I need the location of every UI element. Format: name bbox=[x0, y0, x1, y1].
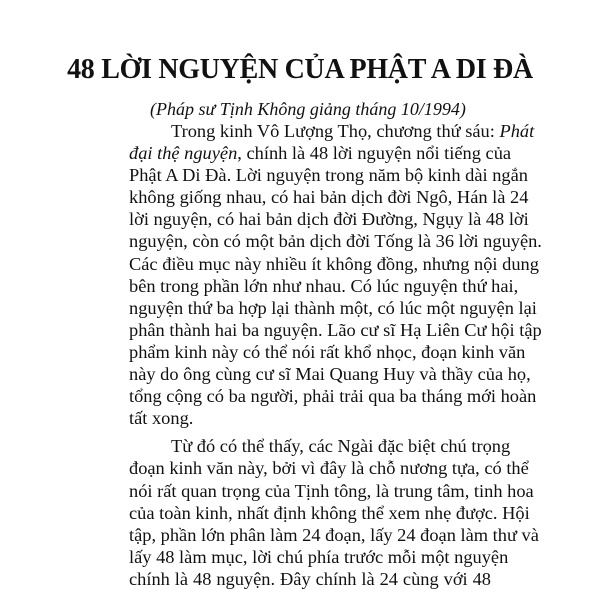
emphasis-text: đại thệ nguyện bbox=[129, 143, 238, 164]
paragraph-1-line: phân thành hai ba nguyện. Lão cư sĩ Hạ Liên Cư hội tập bbox=[129, 319, 542, 340]
paragraph-1-line: bên trong phần lớn như nhau. Có lúc nguyện thứ hai, bbox=[129, 275, 519, 296]
document-title: 48 LỜI NGUYỆN CỦA PHẬT A DI ĐÀ bbox=[67, 54, 533, 85]
paragraph-2-line: nói rất quan trọng của Tịnh tông, là trung tâm, tinh hoa bbox=[129, 480, 534, 501]
emphasis-text: Phát bbox=[499, 121, 535, 141]
paragraph-1-line-1 bbox=[129, 120, 535, 142]
paragraph-2-line: Từ đó có thể thấy, các Ngài đặc biệt chú trọng bbox=[171, 436, 511, 457]
paragraph-1-line: phẩm kinh này có thể nói rất khổ nhọc, đoạn kinh văn bbox=[129, 341, 526, 362]
paragraph-1-line: nguyện, còn có một bản dịch đời Tống là 36 lời nguyện. bbox=[129, 231, 542, 252]
paragraph-1-line: tổng cộng có ba người, phải trải qua ba tháng mới hoàn bbox=[129, 386, 537, 407]
paragraph-2-line: tập, phần lớn phân làm 24 đoạn, lấy 24 đoạn làm thư và bbox=[129, 524, 539, 545]
paragraph-1-line: lời nguyện, có hai bản dịch đời Đường, Ngụy là 48 lời bbox=[129, 209, 529, 230]
document-subtitle: (Pháp sư Tịnh Không giảng tháng 10/1994) bbox=[150, 99, 466, 119]
paragraph-2-line: của toàn kinh, nhất định không thể xem nhẹ được. Hội bbox=[129, 502, 530, 523]
paragraph-1-line: Các điều mục này nhiều ít không đồng, nhưng nội dung bbox=[129, 253, 539, 274]
paragraph-1-line: tất xong. bbox=[129, 408, 194, 429]
paragraph-2-line: đoạn kinh văn này, bởi vì đây là chỗ nương tựa, có thể bbox=[129, 458, 529, 479]
paragraph-2-line: lấy 48 làm mục, lời chú phía trước mỗi một nguyện bbox=[129, 546, 509, 567]
paragraph-1-line: này do ông cùng cư sĩ Mai Quang Huy và thầy của họ, bbox=[129, 364, 531, 385]
paragraph-2-line: chính là 48 nguyện. Đây chính là 24 cùng với 48 bbox=[129, 568, 491, 589]
text-run: Trong kinh Vô Lượng Thọ, chương thứ sáu: bbox=[171, 121, 500, 141]
paragraph-1-line: Phật A Di Đà. Lời nguyện trong năm bộ kinh dài ngắn bbox=[129, 165, 528, 186]
text-run: , chính là 48 lời nguyện nổi tiếng của bbox=[237, 143, 512, 164]
document-body bbox=[129, 120, 542, 590]
paragraph-1-line: nguyện thứ ba hợp lại thành một, có lúc một nguyện lại bbox=[129, 297, 537, 318]
paragraph-1-line: không giống nhau, có hai bản dịch đời Ngô, Hán là 24 bbox=[129, 187, 529, 208]
paragraph-1-line-2 bbox=[129, 142, 512, 164]
